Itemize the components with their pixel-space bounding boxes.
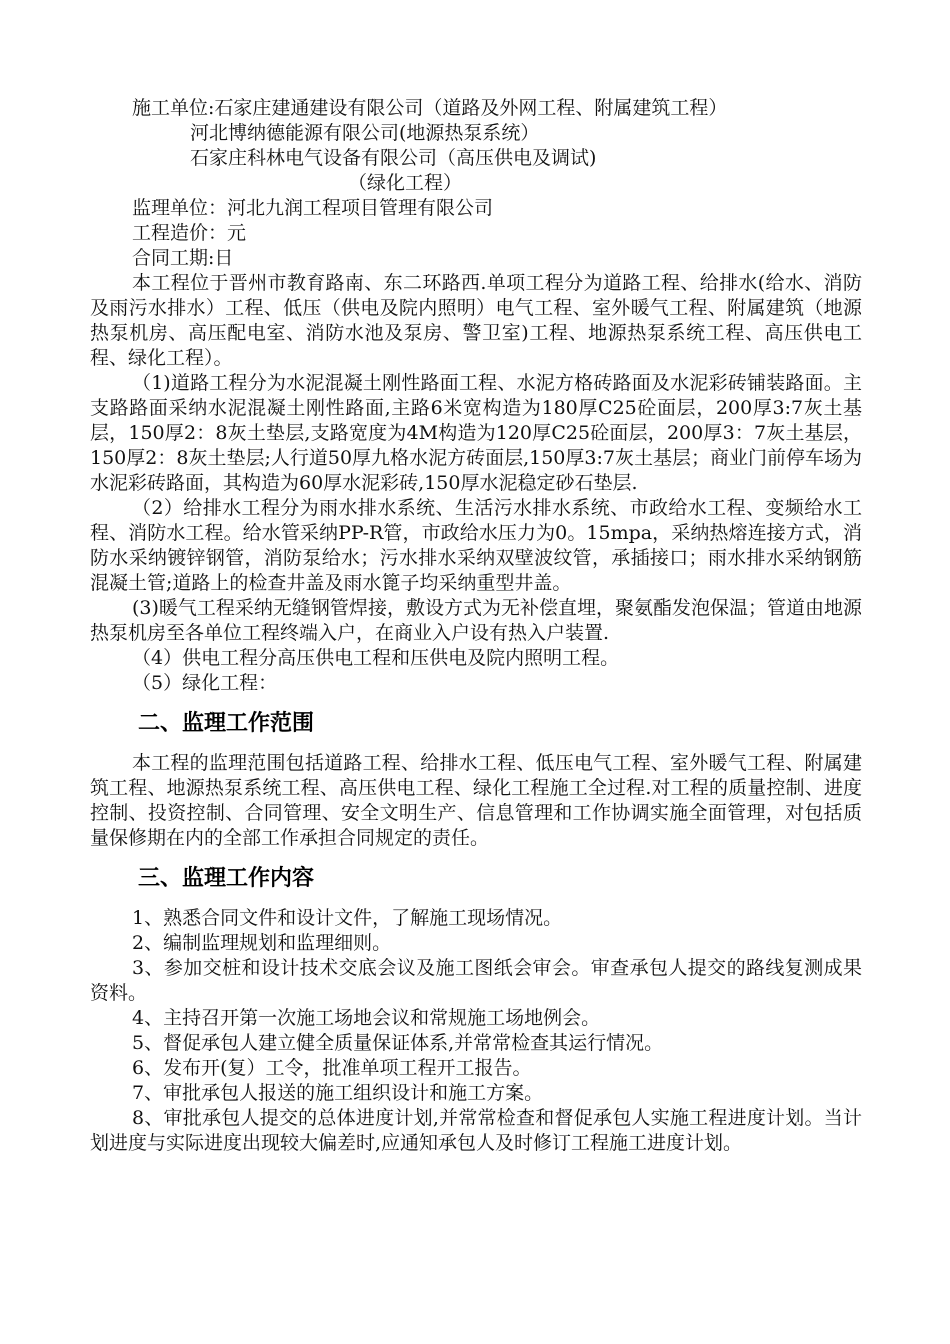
content-item: 6、发布开(复）工令，批准单项工程开工报告。: [132, 1057, 532, 1079]
construction-unit-line: 施工单位:石家庄建通建设有限公司（道路及外网工程、附属建筑工程）: [132, 97, 728, 119]
construction-unit-line-4: （绿化工程）: [348, 172, 463, 194]
construction-unit-line-3: 石家庄科林电气设备有限公司（高压供电及调试): [190, 147, 597, 169]
overview-item-power: （4）供电工程分高压供电工程和压供电及院内照明工程。: [132, 647, 620, 669]
document-body: [90, 96, 862, 1156]
section-heading-content: 三、监理工作内容: [138, 866, 315, 891]
content-item: 8、审批承包人提交的总体进度计划,并常常检查和督促承包人实施工程进度计划。当计划进度与实际进度出现较大偏差时,应通知承包人及时修订工程施工进度计划。: [90, 1107, 862, 1154]
construction-unit-line-2: 河北博纳德能源有限公司(地源热泵系统）: [190, 122, 540, 144]
content-item: 5、督促承包人建立健全质量保证体系,并常常检查其运行情况。: [132, 1032, 664, 1054]
content-item: 2、编制监理规划和监理细则。: [132, 932, 392, 954]
scope-paragraph: 本工程的监理范围包括道路工程、给排水工程、低压电气工程、室外暖气工程、附属建筑工程、地源热泵系统工程、高压供电工程、绿化工程施工全过程.对工程的质量控制、进度控制、投资控制、合同管理、安全文明生产、信息管理和工作协调实施全面管理，对包括质量保修期在内的全部工作承担合同规定的责任。: [90, 752, 862, 849]
overview-item-greening: （5）绿化工程：: [132, 672, 278, 694]
project-cost-line: 工程造价：元: [132, 222, 247, 244]
contract-period-line: 合同工期:日: [132, 247, 234, 269]
section-heading-scope: 二、监理工作范围: [138, 711, 315, 736]
overview-paragraph: 本工程位于晋州市教育路南、东二环路西.单项工程分为道路工程、给排水(给水、消防及雨污水排水）工程、低压（供电及院内照明）电气工程、室外暖气工程、附属建筑（地源热泵机房、高压配电室、消防水池及泵房、警卫室)工程、地源热泵系统工程、高压供电工程、绿化工程）。: [90, 272, 862, 369]
content-item: 1、熟悉合同文件和设计文件，了解施工现场情况。: [132, 907, 563, 929]
content-item: 7、审批承包人报送的施工组织设计和施工方案。: [132, 1082, 544, 1104]
content-item: 3、参加交桩和设计技术交底会议及施工图纸会审会。审查承包人提交的路线复测成果资料。: [90, 957, 862, 1004]
overview-item-water: （2）给排水工程分为雨水排水系统、生活污水排水系统、市政给水工程、变频给水工程、消防水工程。给水管采纳PP-R管，市政给水压力为0。15mpa，采纳热熔连接方式，消防水采纳镀锌钢管，消防泵给水；污水排水采纳双壁波纹管，承插接口；雨水排水采纳钢筋混凝土管;道路上的检查井盖及雨水篦子均采纳重型井盖。: [90, 497, 862, 594]
overview-item-road: （1)道路工程分为水泥混凝土刚性路面工程、水泥方格砖路面及水泥彩砖铺装路面。主支路路面采纳水泥混凝土刚性路面,主路6米宽构造为180厚C25砼面层，200厚3:7灰土基层，150厚2：8灰土垫层,支路宽度为4M构造为120厚C25砼面层，200厚3：7灰土基层，150厚2：8灰土垫层;人行道50厚九格水泥方砖面层,150厚3:7灰土基层；商业门前停车场为水泥彩砖路面，其构造为60厚水泥彩砖,150厚水泥稳定砂石垫层.: [90, 372, 862, 494]
overview-item-heating: (3)暖气工程采纳无缝钢管焊接，敷设方式为无补偿直埋，聚氨酯发泡保温；管道由地源热泵机房至各单位工程终端入户，在商业入户设有热入户装置.: [90, 597, 862, 644]
content-item: 4、主持召开第一次施工场地会议和常规施工场地例会。: [132, 1007, 601, 1029]
supervision-unit-line: 监理单位：河北九润工程项目管理有限公司: [132, 197, 494, 219]
